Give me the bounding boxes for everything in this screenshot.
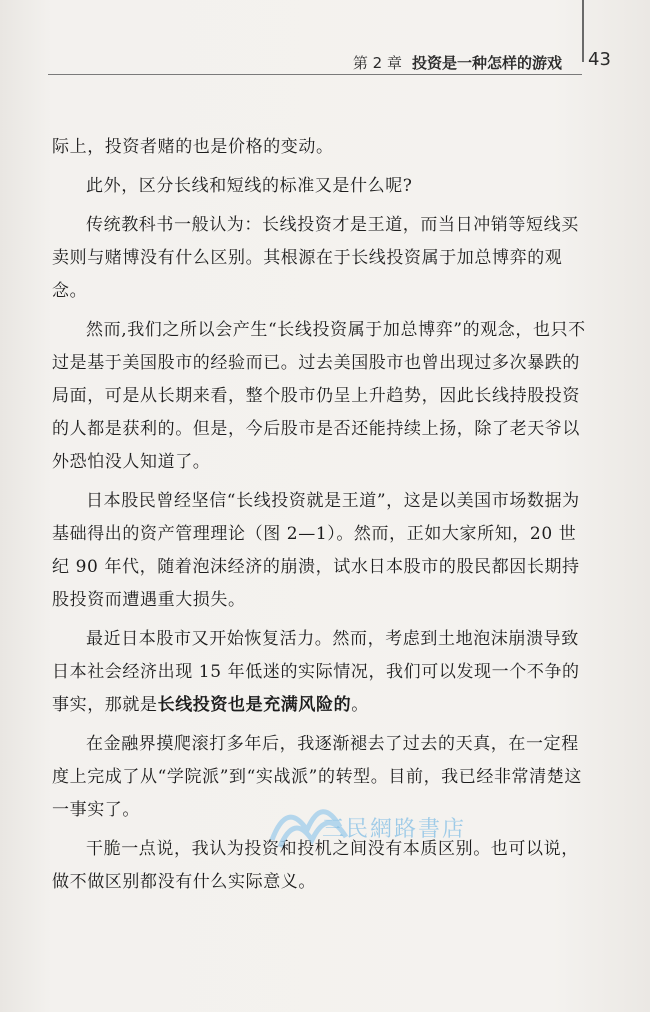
- header-vertical-rule: [582, 0, 584, 62]
- paragraph: 然而,我们之所以会产生“长线投资属于加总博弈”的观念，也只不过是基于美国股市的经验而已。过去美国股市也曾出现过多次暴跌的局面，可是从长期来看，整个股市仍呈上升趋势，因此长线持股投资的人都是获利的。但是，今后股市是否还能持续上扬，除了老天爷以外恐怕没人知道了。: [52, 320, 586, 472]
- watermark-text: 三民網路書店: [322, 817, 467, 842]
- paragraph: 传统教科书一般认为：长线投资才是王道，而当日冲销等短线买卖则与赌博没有什么区别。其根源在于长线投资属于加总博弈的观念。: [52, 215, 579, 301]
- page-number: 43: [588, 49, 611, 70]
- paragraph: 在金融界摸爬滚打多年后，我逐渐褪去了过去的天真，在一定程度上完成了从“学院派”到“实战派”的转型。目前，我已经非常清楚这一事实了。: [52, 734, 582, 820]
- paragraph-text: 。: [351, 695, 369, 715]
- paragraph: 日本股民曾经坚信“长线投资就是王道”，这是以美国市场数据为基础得出的资产管理理论（图 2—1）。然而，正如大家所知，20 世纪 90 年代，随着泡沫经济的崩溃，试水日本股市的股民都因长期持股投资而遭遇重大损失。: [52, 491, 580, 610]
- running-header: [353, 52, 562, 73]
- paragraph: 际上，投资者赌的也是价格的变动。: [52, 137, 334, 157]
- paragraph: [52, 623, 586, 722]
- paragraph: 此外，区分长线和短线的标准又是什么呢?: [86, 176, 413, 196]
- chapter-number: 第 2 章: [352, 54, 402, 72]
- chapter-title: 投资是一种怎样的游戏: [411, 54, 562, 72]
- paragraph: 干脆一点说，我认为投资和投机之间没有本质区别。也可以说，做不做区别都没有什么实际意义。: [52, 839, 579, 892]
- header-rule: [48, 74, 582, 75]
- body-text: [52, 131, 586, 905]
- emphasis-text: 长线投资也是充满风险的: [157, 695, 352, 715]
- paragraph-text: 最近日本股市又开始恢复活力。然而，考虑到土地泡沫崩溃导致日本社会经济出现 15 年低迷的实际情况，我们可以发现一个不争的事实，那就是: [52, 629, 580, 715]
